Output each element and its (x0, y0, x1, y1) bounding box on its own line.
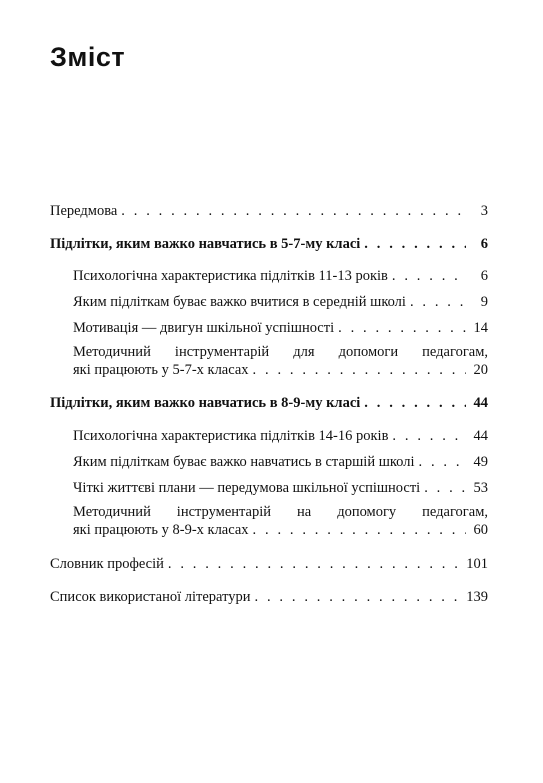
toc-page-number: 53 (473, 480, 488, 496)
toc-page-number: 139 (466, 589, 488, 605)
page-title: Зміст (50, 42, 126, 72)
toc-entry-dictionary[interactable] (50, 555, 488, 573)
toc-page-number: 44 (473, 428, 488, 444)
toc-leader-dots (168, 555, 462, 573)
toc-subentry-line1[interactable]: Методичний інструментарій для допомоги педагогам, (73, 344, 488, 360)
toc-page-number: 6 (480, 236, 488, 252)
toc-entry-text: Словник професій (50, 556, 164, 572)
toc-leader-dots (392, 267, 466, 285)
toc-leader-dots (121, 202, 466, 220)
toc-subentry[interactable] (73, 293, 488, 311)
toc-entry-text: Психологічна характеристика підлітків 14-16 років (73, 428, 389, 444)
toc-leader-dots (338, 319, 466, 337)
toc-leader-dots (392, 427, 466, 445)
toc-subentry[interactable] (73, 427, 488, 445)
toc-entry-text: Список використаної літератури (50, 589, 251, 605)
toc-entry-text: Психологічна характеристика підлітків 11-13 років (73, 268, 388, 284)
toc-page-number: 101 (466, 556, 488, 572)
toc-leader-dots (253, 521, 466, 539)
toc-entry-text: Підлітки, яким важко навчатись в 5-7-му класі (50, 236, 361, 252)
toc-page-number: 20 (473, 362, 488, 378)
toc-leader-dots (424, 479, 466, 497)
toc-leader-dots (364, 394, 466, 412)
toc-entry-bibliography[interactable] (50, 588, 488, 606)
toc-subentry[interactable] (73, 479, 488, 497)
toc-section-grades-5-7[interactable] (50, 235, 488, 253)
toc-entry-text: Мотивація — двигун шкільної успішності (73, 320, 335, 336)
toc-entry-preface[interactable] (50, 202, 488, 220)
toc-subentry[interactable] (73, 361, 488, 379)
toc-leader-dots (253, 361, 466, 379)
toc-subentry[interactable] (73, 521, 488, 539)
toc-subentry[interactable] (73, 267, 488, 285)
toc-page-number: 9 (480, 294, 488, 310)
toc-page-number: 49 (473, 454, 488, 470)
toc-entry-text: які працюють у 8-9-х класах (73, 522, 249, 538)
toc-entry-text: Чіткі життєві плани — передумова шкільної успішності (73, 480, 421, 496)
toc-leader-dots (255, 588, 463, 606)
toc-page-number: 60 (473, 522, 488, 538)
toc-section-grades-8-9[interactable] (50, 394, 488, 412)
toc-page-number: 14 (473, 320, 488, 336)
toc-entry-text: Яким підліткам буває важко вчитися в середній школі (73, 294, 406, 310)
toc-page-number: 3 (480, 203, 488, 219)
toc-subentry[interactable] (73, 319, 488, 337)
toc-leader-dots (410, 293, 466, 311)
toc-leader-dots (419, 453, 466, 471)
toc-entry-text: які працюють у 5-7-х класах (73, 362, 249, 378)
toc-entry-text: Передмова (50, 203, 118, 219)
toc-subentry[interactable] (73, 453, 488, 471)
toc-page-number: 44 (473, 395, 488, 411)
toc-entry-text: Підлітки, яким важко навчатись в 8-9-му класі (50, 395, 361, 411)
toc-leader-dots (364, 235, 466, 253)
toc-subentry-line1[interactable]: Методичний інструментарій на допомогу педагогам, (73, 504, 488, 520)
toc-page-number: 6 (480, 268, 488, 284)
toc-entry-text: Яким підліткам буває важко навчатись в старшій школі (73, 454, 415, 470)
